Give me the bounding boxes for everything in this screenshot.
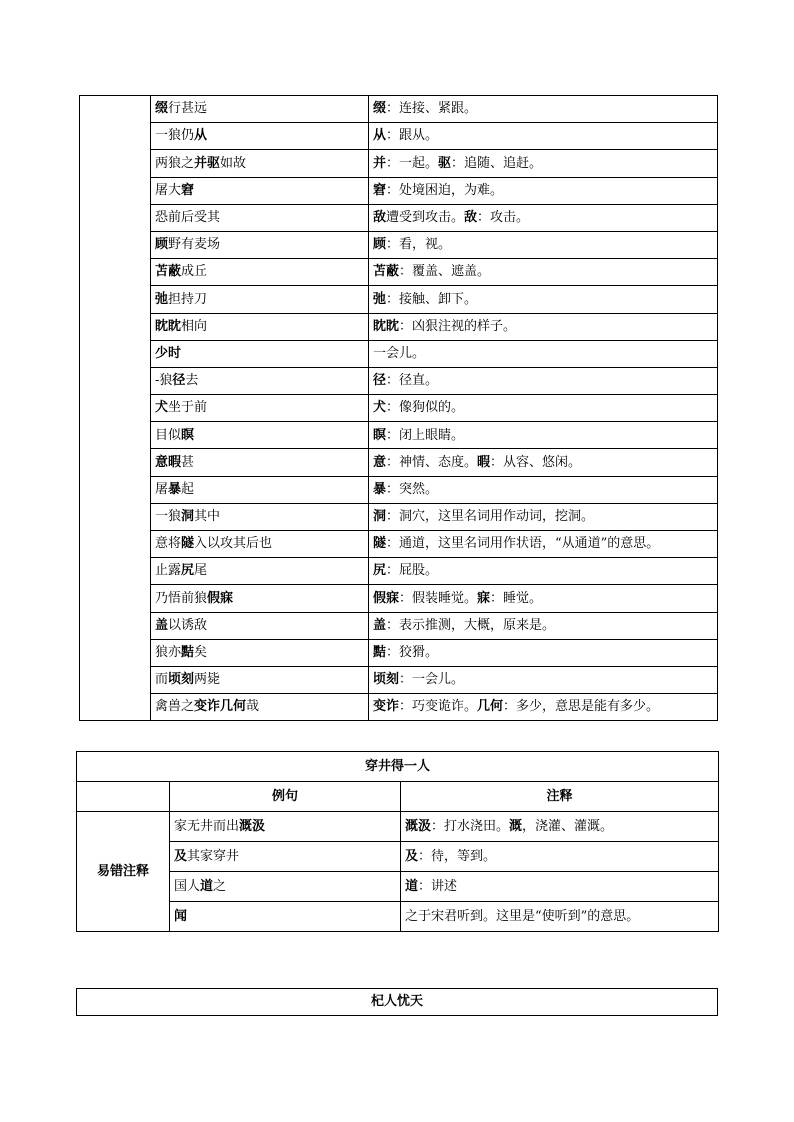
- keyword-text: 瞑: [373, 427, 387, 443]
- plain-text: 屠: [155, 481, 169, 497]
- keyword-text: 暴: [168, 481, 182, 497]
- plain-text: 狼亦: [155, 645, 182, 661]
- plain-text: ：神情、态度。: [386, 454, 478, 470]
- keyword-text: 苫蔽: [373, 264, 400, 280]
- note-cell: [401, 812, 719, 842]
- keyword-text: 意暇: [155, 454, 182, 470]
- plain-text: ：一起。: [386, 155, 439, 171]
- table-row: [80, 503, 718, 530]
- table-row: [80, 395, 718, 422]
- plain-text: ：突然。: [386, 481, 439, 497]
- keyword-text: 弛: [373, 291, 387, 307]
- plain-text: 相向: [181, 318, 208, 334]
- keyword-text: 道: [405, 878, 419, 894]
- example-cell: [151, 231, 369, 258]
- plain-text: ：讲述: [418, 878, 458, 894]
- note-cell: [369, 422, 718, 449]
- plain-text: 目似: [155, 427, 182, 443]
- table-row: [77, 872, 719, 902]
- note-cell: [401, 872, 719, 902]
- plain-text: ：接触、卸下。: [386, 291, 478, 307]
- note-cell: [369, 395, 718, 422]
- plain-text: ：多少，意思是能有多少。: [503, 699, 660, 715]
- plain-text: ：一会儿。: [399, 672, 465, 688]
- plain-text: 尾: [194, 563, 208, 579]
- category-cell: [80, 96, 151, 721]
- plain-text: ：径直。: [386, 373, 439, 389]
- note-cell: [369, 694, 718, 721]
- example-cell: [170, 902, 401, 932]
- keyword-text: 溉汲: [405, 818, 432, 834]
- table-row: [80, 449, 718, 476]
- note-cell: [401, 902, 719, 932]
- example-cell: [151, 286, 369, 313]
- note-cell: [369, 449, 718, 476]
- keyword-text: 顾: [155, 237, 169, 253]
- keyword-text: 溉汲: [239, 818, 266, 834]
- example-cell: [170, 842, 401, 872]
- plain-text: 成丘: [181, 264, 208, 280]
- plain-text: 其家穿井: [187, 848, 240, 864]
- note-cell: [369, 96, 718, 123]
- keyword-text: 暴: [373, 481, 387, 497]
- plain-text: 甚: [181, 454, 195, 470]
- note-cell: [369, 585, 718, 612]
- keyword-text: 缀: [373, 101, 387, 117]
- keyword-text: 并驱: [194, 155, 221, 171]
- note-cell: [369, 612, 718, 639]
- keyword-text: 道: [200, 878, 214, 894]
- plain-text: 乃悟前狼: [155, 590, 208, 606]
- table-row: [80, 531, 718, 558]
- keyword-text: 眈眈: [373, 318, 400, 334]
- plain-text: ：覆盖、遮盖。: [399, 264, 491, 280]
- plain-text: 遭受到攻击。: [386, 210, 465, 226]
- note-cell: [369, 313, 718, 340]
- plain-text: ：待，等到。: [418, 848, 497, 864]
- keyword-text: 尻: [181, 563, 195, 579]
- keyword-text: 顷刻: [373, 672, 400, 688]
- keyword-text: 及: [405, 848, 419, 864]
- example-cell: [151, 612, 369, 639]
- plain-text: 国人: [174, 878, 201, 894]
- plain-text: ：表示推测，大概，原来是。: [386, 617, 556, 633]
- example-cell: [151, 585, 369, 612]
- table-row: [80, 694, 718, 721]
- table-row: [80, 123, 718, 150]
- keyword-text: 隧: [373, 536, 387, 552]
- plain-text: ：打水浇田。: [431, 818, 510, 834]
- plain-text: ：像狗似的。: [386, 400, 465, 416]
- keyword-text: 从: [194, 128, 208, 144]
- plain-text: 以诱敌: [168, 617, 208, 633]
- vocab-table-wolf: [79, 95, 718, 721]
- table-row: [77, 842, 719, 872]
- plain-text: 其中: [194, 509, 221, 525]
- keyword-text: 窘: [181, 182, 195, 198]
- note-cell: [401, 842, 719, 872]
- example-cell: [151, 150, 369, 177]
- table-row: [80, 96, 718, 123]
- note-cell: [369, 123, 718, 150]
- table-row: [80, 639, 718, 666]
- plain-text: ：从容、悠闲。: [490, 454, 582, 470]
- plain-text: ：屁股。: [386, 563, 439, 579]
- example-cell: [151, 340, 369, 367]
- keyword-text: 盖: [155, 617, 169, 633]
- keyword-text: 驱: [438, 155, 452, 171]
- note-cell: [369, 286, 718, 313]
- plain-text: 入以攻其后也: [194, 536, 273, 552]
- plain-text: 禽兽之: [155, 699, 195, 715]
- header-blank: [77, 782, 170, 812]
- table-row: [80, 150, 718, 177]
- keyword-text: 洞: [373, 509, 387, 525]
- plain-text: 哉: [246, 699, 260, 715]
- keyword-text: 及: [174, 848, 188, 864]
- example-cell: [170, 872, 401, 902]
- keyword-text: 意: [373, 454, 387, 470]
- section-title-table: [76, 988, 718, 1016]
- vocab-table-well: [76, 751, 719, 932]
- keyword-text: 径: [172, 373, 186, 389]
- keyword-text: 黠: [181, 645, 195, 661]
- plain-text: ：追随、追赶。: [451, 155, 543, 171]
- plain-text: 去: [185, 373, 199, 389]
- table-row: [80, 204, 718, 231]
- plain-text: 止露: [155, 563, 182, 579]
- table-row: [80, 259, 718, 286]
- note-cell: [369, 204, 718, 231]
- example-cell: [151, 694, 369, 721]
- example-cell: [151, 313, 369, 340]
- plain-text: ：看，视。: [386, 237, 452, 253]
- plain-text: 担持刀: [168, 291, 208, 307]
- plain-text: 一狼: [155, 509, 182, 525]
- keyword-text: 并: [373, 155, 387, 171]
- note-cell: [369, 503, 718, 530]
- keyword-text: 瞑: [181, 427, 195, 443]
- note-cell: [369, 639, 718, 666]
- note-cell: [369, 558, 718, 585]
- plain-text: 家无井而出: [174, 818, 240, 834]
- plain-text: 听到。这里是“使听到”的意思。: [457, 908, 640, 924]
- table-row: [80, 286, 718, 313]
- keyword-text: 弛: [155, 291, 169, 307]
- keyword-text: 隧: [181, 536, 195, 552]
- keyword-text: 窘: [373, 182, 387, 198]
- example-cell: [151, 558, 369, 585]
- plain-text: ：攻击。: [477, 210, 530, 226]
- example-cell: [151, 666, 369, 693]
- keyword-text: 敌: [373, 210, 387, 226]
- table-row: [80, 476, 718, 503]
- example-cell: [170, 812, 401, 842]
- table-row: [80, 585, 718, 612]
- keyword-text: 苫蔽: [155, 264, 182, 280]
- plain-text: 两毙: [194, 672, 221, 688]
- example-cell: [151, 367, 369, 394]
- note-cell: [369, 367, 718, 394]
- table-title: 穿井得一人: [77, 752, 719, 782]
- plain-text: ：洞穴，这里名词用作动词，挖洞。: [386, 509, 595, 525]
- keyword-text: 几何: [477, 699, 504, 715]
- note-cell: [369, 666, 718, 693]
- header-note: 注释: [401, 782, 719, 812]
- table-row: [77, 902, 719, 932]
- plain-text: 之于宋君: [405, 908, 458, 924]
- plain-text: 如故: [220, 155, 247, 171]
- note-cell: [369, 150, 718, 177]
- plain-text: ，浇灌、灌溉。: [522, 818, 614, 834]
- note-cell: [369, 340, 718, 367]
- plain-text: ：睡觉。: [490, 590, 543, 606]
- table-row: [77, 812, 719, 842]
- table-row: [80, 558, 718, 585]
- table-row: [80, 177, 718, 204]
- plain-text: 矣: [194, 645, 208, 661]
- plain-text: ：狡猾。: [386, 645, 439, 661]
- keyword-text: 敌: [464, 210, 478, 226]
- keyword-text: 尻: [373, 563, 387, 579]
- table-row: [80, 367, 718, 394]
- table-row: [80, 340, 718, 367]
- keyword-text: 径: [373, 373, 387, 389]
- note-cell: [369, 177, 718, 204]
- example-cell: [151, 259, 369, 286]
- example-cell: [151, 177, 369, 204]
- table-row: [80, 612, 718, 639]
- plain-text: 一会儿。: [373, 345, 426, 361]
- plain-text: 一狼仍: [155, 128, 195, 144]
- plain-text: ：连接、紧跟。: [386, 101, 478, 117]
- plain-text: ：巧变诡诈。: [399, 699, 478, 715]
- keyword-text: 假寐: [373, 590, 400, 606]
- plain-text: 行甚远: [168, 101, 208, 117]
- note-cell: [369, 531, 718, 558]
- keyword-text: 犬: [155, 400, 169, 416]
- keyword-text: 盖: [373, 617, 387, 633]
- plain-text: 起: [181, 481, 195, 497]
- table-title: 杞人忧天: [77, 989, 718, 1016]
- plain-text: ：闭上眼睛。: [386, 427, 465, 443]
- plain-text: ：跟从。: [386, 128, 439, 144]
- plain-text: -狼: [155, 373, 173, 389]
- plain-text: 意将: [155, 536, 182, 552]
- example-cell: [151, 123, 369, 150]
- example-cell: [151, 204, 369, 231]
- keyword-text: 顾: [373, 237, 387, 253]
- plain-text: 屠大: [155, 182, 182, 198]
- keyword-text: 犬: [373, 400, 387, 416]
- example-cell: [151, 639, 369, 666]
- example-cell: [151, 422, 369, 449]
- keyword-text: 闻: [174, 908, 188, 924]
- note-cell: [369, 259, 718, 286]
- table-row: [80, 422, 718, 449]
- example-cell: [151, 449, 369, 476]
- plain-text: 两狼之: [155, 155, 195, 171]
- example-cell: [151, 96, 369, 123]
- table-row: [80, 313, 718, 340]
- example-cell: [151, 503, 369, 530]
- plain-text: 坐于前: [168, 400, 208, 416]
- header-example: 例句: [170, 782, 401, 812]
- keyword-text: 少时: [155, 345, 182, 361]
- keyword-text: 溉: [509, 818, 523, 834]
- category-cell: 易错注释: [77, 812, 170, 932]
- example-cell: [151, 395, 369, 422]
- plain-text: ：假装睡觉。: [399, 590, 478, 606]
- plain-text: ：通道，这里名词用作状语，“从通道”的意思。: [386, 536, 660, 552]
- keyword-text: 洞: [181, 509, 195, 525]
- keyword-text: 寐: [477, 590, 491, 606]
- plain-text: 野有麦场: [168, 237, 221, 253]
- keyword-text: 变诈: [373, 699, 400, 715]
- note-cell: [369, 476, 718, 503]
- example-cell: [151, 476, 369, 503]
- keyword-text: 从: [373, 128, 387, 144]
- keyword-text: 缀: [155, 101, 169, 117]
- table-row: [80, 666, 718, 693]
- plain-text: 而: [155, 672, 169, 688]
- note-cell: [369, 231, 718, 258]
- plain-text: ：凶狠注视的样子。: [399, 318, 517, 334]
- keyword-text: 顷刻: [168, 672, 195, 688]
- table-row: [80, 231, 718, 258]
- keyword-text: 眈眈: [155, 318, 182, 334]
- example-cell: [151, 531, 369, 558]
- keyword-text: 暇: [477, 454, 491, 470]
- plain-text: ：处境困迫，为难。: [386, 182, 504, 198]
- keyword-text: 变诈几何: [194, 699, 247, 715]
- plain-text: 之: [213, 878, 227, 894]
- keyword-text: 黠: [373, 645, 387, 661]
- plain-text: 恐前后受其: [155, 210, 221, 226]
- keyword-text: 假寐: [207, 590, 234, 606]
